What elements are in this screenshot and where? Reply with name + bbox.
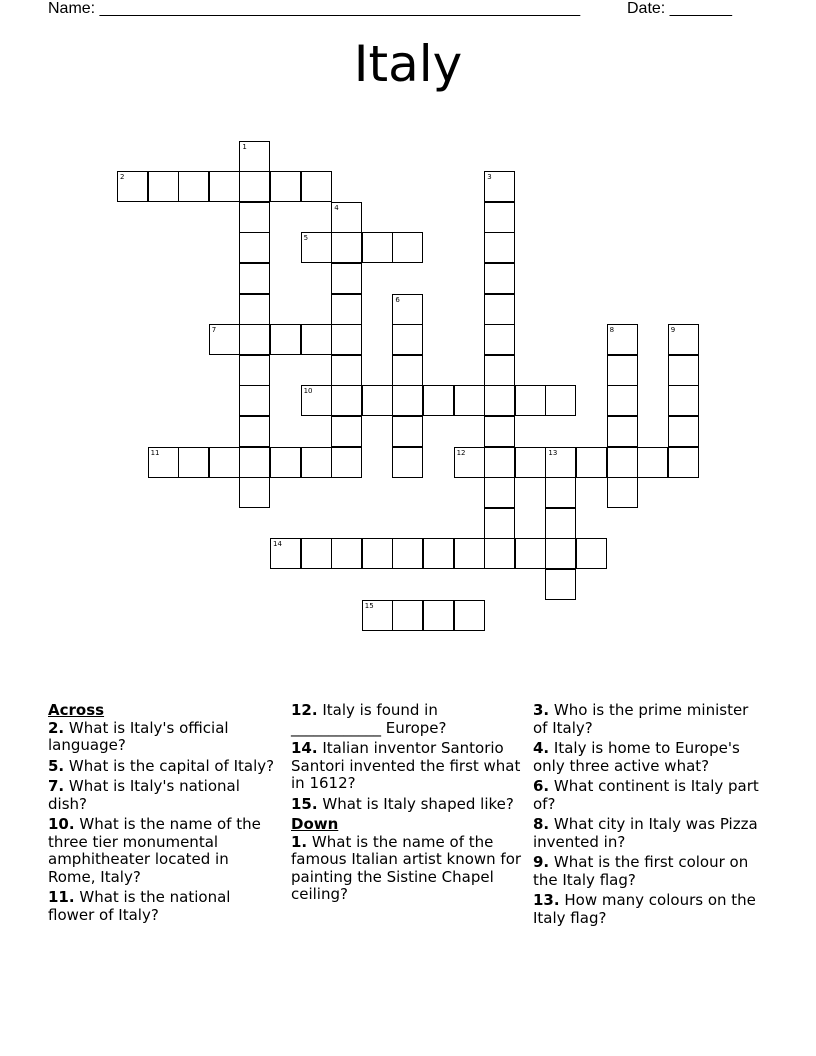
grid-cell[interactable] bbox=[301, 385, 332, 416]
grid-cell[interactable] bbox=[270, 324, 301, 355]
across-heading: Across bbox=[48, 701, 105, 719]
grid-cell[interactable] bbox=[637, 447, 668, 478]
grid-cell[interactable] bbox=[331, 385, 362, 416]
clues-column-2 bbox=[291, 702, 523, 907]
clue-number: 4 bbox=[334, 203, 339, 212]
grid-cell[interactable] bbox=[545, 447, 576, 478]
grid-cell[interactable] bbox=[331, 263, 362, 294]
grid-cell[interactable] bbox=[607, 385, 638, 416]
clue-down-8: 8. What city in Italy was Pizza invented in? bbox=[533, 815, 758, 851]
clue-number: 5 bbox=[303, 234, 309, 243]
clue-number: 7 bbox=[211, 326, 217, 335]
grid-cell[interactable] bbox=[607, 447, 638, 478]
clue-across-14: 14. Italian inventor Santorio Santori invented the first what in 1612? bbox=[291, 739, 521, 792]
clue-down-3: 3. Who is the prime minister of Italy? bbox=[533, 701, 749, 737]
clues-column-3 bbox=[533, 702, 765, 930]
clue-down-9: 9. What is the first colour on the Italy flag? bbox=[533, 853, 749, 889]
grid-cell[interactable] bbox=[239, 202, 270, 233]
grid-cell[interactable] bbox=[362, 232, 393, 263]
clue-down-6: 6. What continent is Italy part of? bbox=[533, 777, 759, 813]
grid-cell[interactable] bbox=[454, 385, 485, 416]
grid-cell[interactable] bbox=[392, 385, 423, 416]
grid-cell[interactable] bbox=[178, 447, 209, 478]
grid-cell[interactable] bbox=[362, 538, 393, 569]
grid-cell[interactable] bbox=[484, 416, 515, 447]
grid-cell[interactable] bbox=[423, 385, 454, 416]
clue-across-12: 12. Italy is found in ____________ Europe? bbox=[291, 701, 447, 737]
grid-cell[interactable] bbox=[362, 385, 393, 416]
grid-cell[interactable] bbox=[239, 385, 270, 416]
grid-cell[interactable] bbox=[454, 538, 485, 569]
clue-across-15: 15. What is Italy shaped like? bbox=[291, 794, 514, 813]
grid-cell[interactable] bbox=[301, 324, 332, 355]
grid-cell[interactable] bbox=[576, 447, 607, 478]
clue-number: 15 bbox=[364, 601, 374, 610]
grid-cell[interactable] bbox=[454, 447, 485, 478]
grid-cell[interactable] bbox=[392, 324, 423, 355]
grid-cell[interactable] bbox=[545, 477, 576, 508]
grid-cell[interactable] bbox=[392, 416, 423, 447]
grid-cell[interactable] bbox=[392, 447, 423, 478]
grid-cell[interactable] bbox=[209, 324, 240, 355]
grid-cell[interactable] bbox=[545, 508, 576, 539]
grid-cell[interactable] bbox=[484, 202, 515, 233]
grid-cell[interactable] bbox=[239, 263, 270, 294]
grid-cell[interactable] bbox=[668, 447, 699, 478]
grid-cell[interactable] bbox=[239, 324, 270, 355]
grid-cell[interactable] bbox=[484, 171, 515, 202]
puzzle-title: Italy bbox=[353, 35, 463, 93]
grid-cell[interactable] bbox=[484, 324, 515, 355]
down-heading: Down bbox=[291, 815, 339, 833]
grid-cell[interactable] bbox=[239, 477, 270, 508]
grid-cell[interactable] bbox=[545, 538, 576, 569]
clue-number: 1 bbox=[242, 142, 247, 151]
grid-cell[interactable] bbox=[668, 416, 699, 447]
grid-cell[interactable] bbox=[331, 416, 362, 447]
clue-down-13: 13. How many colours on the Italy flag? bbox=[533, 891, 756, 927]
grid-cell[interactable] bbox=[301, 538, 332, 569]
grid-cell[interactable] bbox=[239, 355, 270, 386]
grid-cell[interactable] bbox=[331, 447, 362, 478]
grid-cell[interactable] bbox=[239, 416, 270, 447]
clue-number: 6 bbox=[395, 295, 400, 304]
grid-cell[interactable] bbox=[484, 447, 515, 478]
grid-cell[interactable] bbox=[515, 447, 546, 478]
grid-cell[interactable] bbox=[392, 355, 423, 386]
grid-cell[interactable] bbox=[668, 355, 699, 386]
grid-cell[interactable] bbox=[239, 171, 270, 202]
clue-down-1: 1. What is the name of the famous Italian artist known for painting the Sistine Chapel ceiling? bbox=[291, 832, 522, 903]
grid-cell[interactable] bbox=[362, 600, 393, 631]
clue-number: 9 bbox=[670, 326, 676, 335]
grid-cell[interactable] bbox=[423, 538, 454, 569]
grid-cell[interactable] bbox=[668, 385, 699, 416]
grid-cell[interactable] bbox=[301, 232, 332, 263]
grid-cell[interactable] bbox=[484, 263, 515, 294]
clue-number: 12 bbox=[456, 448, 466, 457]
clue-number: 8 bbox=[609, 326, 615, 335]
clues-column-1 bbox=[48, 702, 280, 927]
grid-cell[interactable] bbox=[484, 232, 515, 263]
name-field-label: Name: ______________________________________________________ bbox=[48, 0, 581, 17]
grid-cell[interactable] bbox=[239, 447, 270, 478]
grid-cell[interactable] bbox=[239, 232, 270, 263]
grid-cell[interactable] bbox=[301, 447, 332, 478]
grid-cell[interactable] bbox=[484, 508, 515, 539]
grid-cell[interactable] bbox=[515, 538, 546, 569]
clue-number: 2 bbox=[120, 173, 125, 182]
grid-cell[interactable] bbox=[668, 324, 699, 355]
clue-number: 3 bbox=[487, 173, 492, 182]
clue-across-10: 10. What is the name of the three tier monumental amphitheater located in Rome, Italy? bbox=[48, 815, 261, 886]
clue-across-2: 2. What is Italy's official language? bbox=[48, 718, 229, 754]
grid-cell[interactable] bbox=[148, 447, 179, 478]
grid-cell[interactable] bbox=[331, 538, 362, 569]
grid-cell[interactable] bbox=[545, 385, 576, 416]
clue-across-11: 11. What is the national flower of Italy? bbox=[48, 888, 231, 924]
grid-cell[interactable] bbox=[392, 600, 423, 631]
grid-cell[interactable] bbox=[454, 600, 485, 631]
grid-cell[interactable] bbox=[178, 171, 209, 202]
clue-number: 13 bbox=[548, 448, 558, 457]
grid-cell[interactable] bbox=[331, 294, 362, 325]
grid-cell[interactable] bbox=[270, 447, 301, 478]
grid-cell[interactable] bbox=[607, 416, 638, 447]
clue-across-7: 7. What is Italy's national dish? bbox=[48, 777, 240, 813]
grid-cell[interactable] bbox=[209, 447, 240, 478]
grid-cell[interactable] bbox=[239, 294, 270, 325]
grid-cell[interactable] bbox=[270, 171, 301, 202]
clue-down-4: 4. Italy is home to Europe's only three active what? bbox=[533, 739, 740, 775]
grid-cell[interactable] bbox=[545, 569, 576, 600]
grid-cell[interactable] bbox=[607, 355, 638, 386]
grid-cell[interactable] bbox=[484, 477, 515, 508]
grid-cell[interactable] bbox=[331, 355, 362, 386]
grid-cell[interactable] bbox=[392, 538, 423, 569]
clue-number: 14 bbox=[273, 540, 282, 549]
grid-cell[interactable] bbox=[515, 385, 546, 416]
grid-cell[interactable] bbox=[270, 538, 301, 569]
grid-cell[interactable] bbox=[484, 538, 515, 569]
grid-cell[interactable] bbox=[209, 171, 240, 202]
grid-cell[interactable] bbox=[484, 355, 515, 386]
grid-cell[interactable] bbox=[239, 141, 270, 172]
clue-number: 11 bbox=[150, 448, 160, 457]
grid-cell[interactable] bbox=[607, 324, 638, 355]
grid-cell[interactable] bbox=[301, 171, 332, 202]
grid-cell[interactable] bbox=[331, 324, 362, 355]
grid-cell[interactable] bbox=[392, 232, 423, 263]
grid-cell[interactable] bbox=[392, 294, 423, 325]
grid-cell[interactable] bbox=[117, 171, 148, 202]
grid-cell[interactable] bbox=[484, 294, 515, 325]
clue-number: 10 bbox=[303, 387, 313, 396]
grid-cell[interactable] bbox=[331, 202, 362, 233]
grid-cell[interactable] bbox=[423, 600, 454, 631]
grid-cell[interactable] bbox=[607, 477, 638, 508]
grid-cell[interactable] bbox=[331, 232, 362, 263]
date-field-label: Date: _______ bbox=[627, 0, 732, 17]
grid-cell[interactable] bbox=[484, 385, 515, 416]
grid-cell[interactable] bbox=[148, 171, 179, 202]
clue-across-5: 5. What is the capital of Italy? bbox=[48, 756, 275, 775]
grid-cell[interactable] bbox=[576, 538, 607, 569]
